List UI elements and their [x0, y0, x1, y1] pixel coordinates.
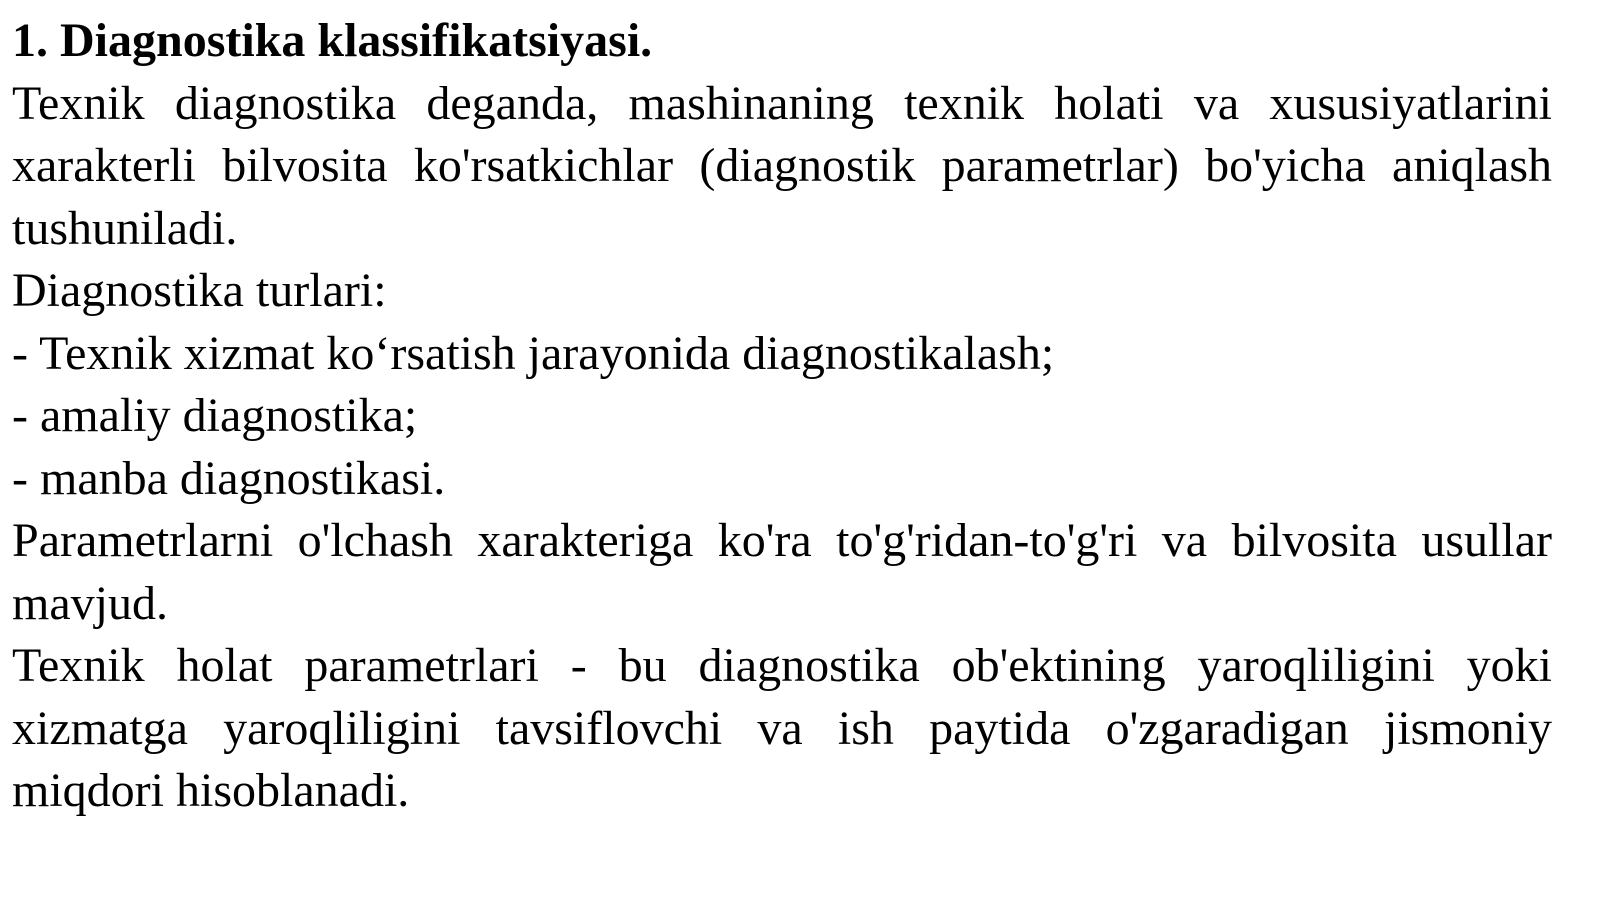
types-heading: Diagnostika turlari: — [12, 264, 387, 317]
types-list — [12, 323, 1552, 511]
slide-content — [12, 10, 1552, 823]
list-item: - amaliy diagnostika; — [12, 389, 418, 442]
parameters-paragraph: Texnik holat parametrlari - bu diagnostika ob'ektining yaroqliligini yoki xizmatga yaroqliligini tavsiflovchi va ish paytida o'zgaradigan jismoniy miqdori hisoblanadi. — [12, 639, 1552, 817]
definition-paragraph: Texnik diagnostika deganda, mashinaning texnik holati va xususiyatlarini xarakterli bilvosita ko'rsatkichlar (diagnostik parametrlar) bo'yicha aniqlash tushuniladi. — [12, 76, 1552, 255]
slide-title: 1. Diagnostika klassifikatsiyasi. — [12, 14, 653, 67]
measurement-paragraph: Parametrlarni o'lchash xarakteriga ko'ra to'g'ridan-to'g'ri va bilvosita usullar mavjud. — [12, 514, 1552, 630]
list-item: - Texnik xizmat ko‘rsatish jarayonida diagnostikalash; — [12, 326, 1055, 380]
list-item: - manba diagnostikasi. — [12, 451, 446, 505]
